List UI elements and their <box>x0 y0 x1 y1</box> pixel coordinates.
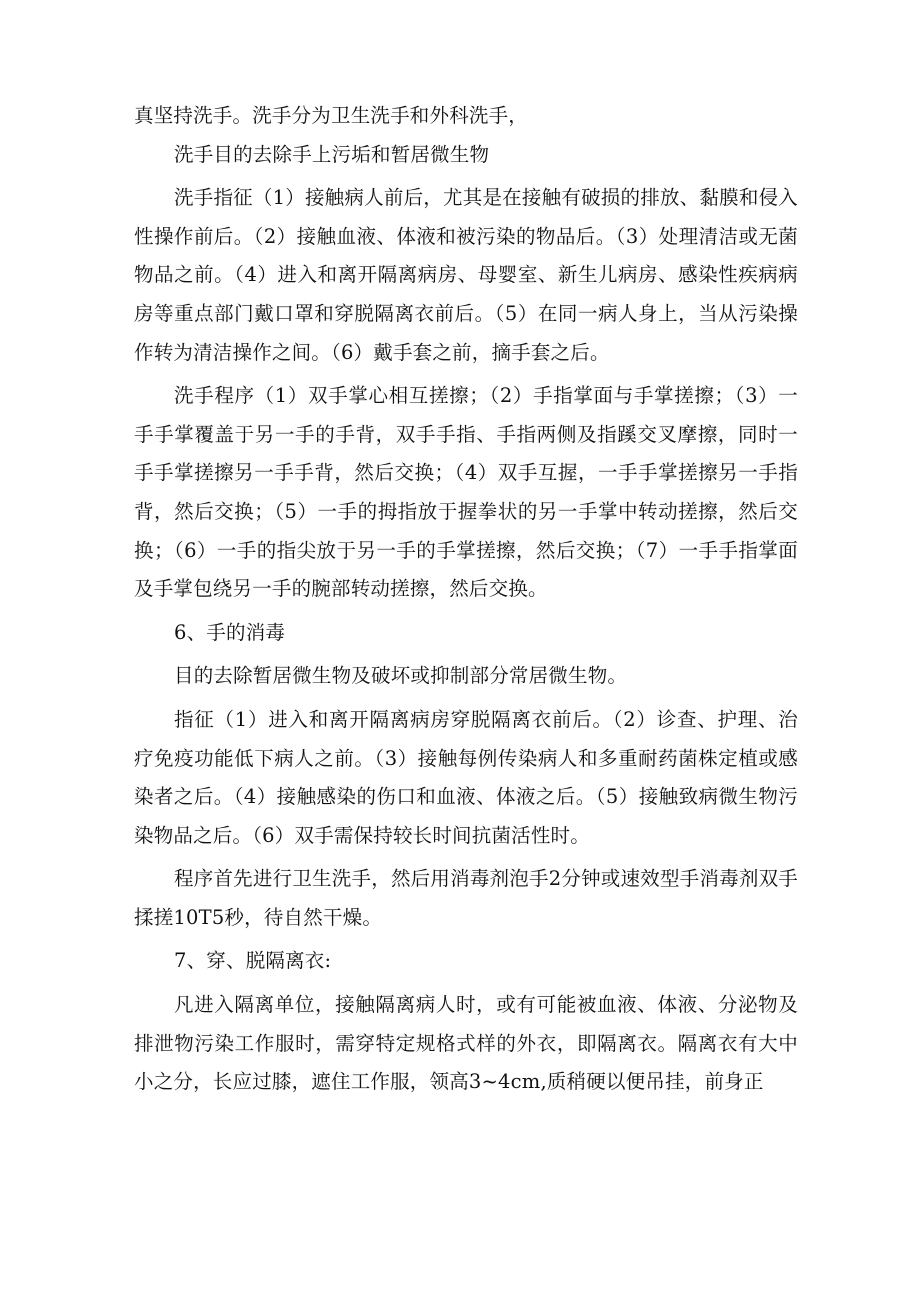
paragraph-handwash-procedure: 洗手程序（1）双手掌心相互搓擦；（2）手指掌面与手掌搓擦；（3）一手手掌覆盖于另一手的手背，双手手指、手指两侧及指蹊交叉摩擦，同时一手手掌搓擦另一手手背，然后交换；（4）双手互握，一手手掌搓擦另一手指背，然后交换；（5）一手的拇指放于握拳状的另一手掌中转动搓擦，然后交换；（6）一手的指尖放于另一手的手掌搓擦，然后交换；（7）一手手指掌面及手掌包绕另一手的腕部转动搓擦，然后交换。 <box>134 384 798 601</box>
paragraph-handwash-types: 真坚持洗手。洗手分为卫生洗手和外科洗手， <box>134 104 529 127</box>
paragraph-isolation-gown: 凡进入隔离单位，接触隔离病人时，或有可能被血液、体液、分泌物及排泄物污染工作服时，需穿特定规格式样的外衣，即隔离衣。隔离衣有大中小之分，长应过膝，遮住工作服，领高3~4cm,质稍硬以便吊挂，前身正 <box>134 993 798 1094</box>
paragraph-handwash-purpose: 洗手目的去除手上污垢和暂居微生物 <box>174 142 490 166</box>
paragraph-handwash-indications: 洗手指征（1）接触病人前后，尤其是在接触有破损的排放、黏膜和侵入性操作前后。（2）接触血液、体液和被污染的物品后。（3）处理清洁或无菌物品之前。（4）进入和离开隔离病房、母婴室、新生儿病房、感染性疾病病房等重点部门戴口罩和穿脱隔离衣前后。（5）在同一病人身上，当从污染操作转为清洁操作之间。（6）戴手套之前，摘手套之后。 <box>134 186 798 364</box>
section-heading-isolation-gown: 7、穿、脱隔离衣: <box>174 949 332 973</box>
section-heading-hand-disinfection: 6、手的消毒 <box>174 620 286 644</box>
paragraph-disinfection-procedure: 程序首先进行卫生洗手，然后用消毒剂泡手2分钟或速效型手消毒剂双手揉搓10T5秒，待自然干燥。 <box>134 867 798 929</box>
document-body <box>134 97 798 1102</box>
paragraph-disinfection-purpose: 目的去除暂居微生物及破坏或抑制部分常居微生物。 <box>174 664 628 688</box>
paragraph-disinfection-indications: 指征（1）进入和离开隔离病房穿脱隔离衣前后。（2）诊查、护理、治疗免疫功能低下病人之前。（3）接触每例传染病人和多重耐药菌株定植或感染者之后。（4）接触感染的伤口和血液、体液之后。（5）接触致病微生物污染物品之后。（6）双手需保持较长时间抗菌活性时。 <box>134 707 798 847</box>
